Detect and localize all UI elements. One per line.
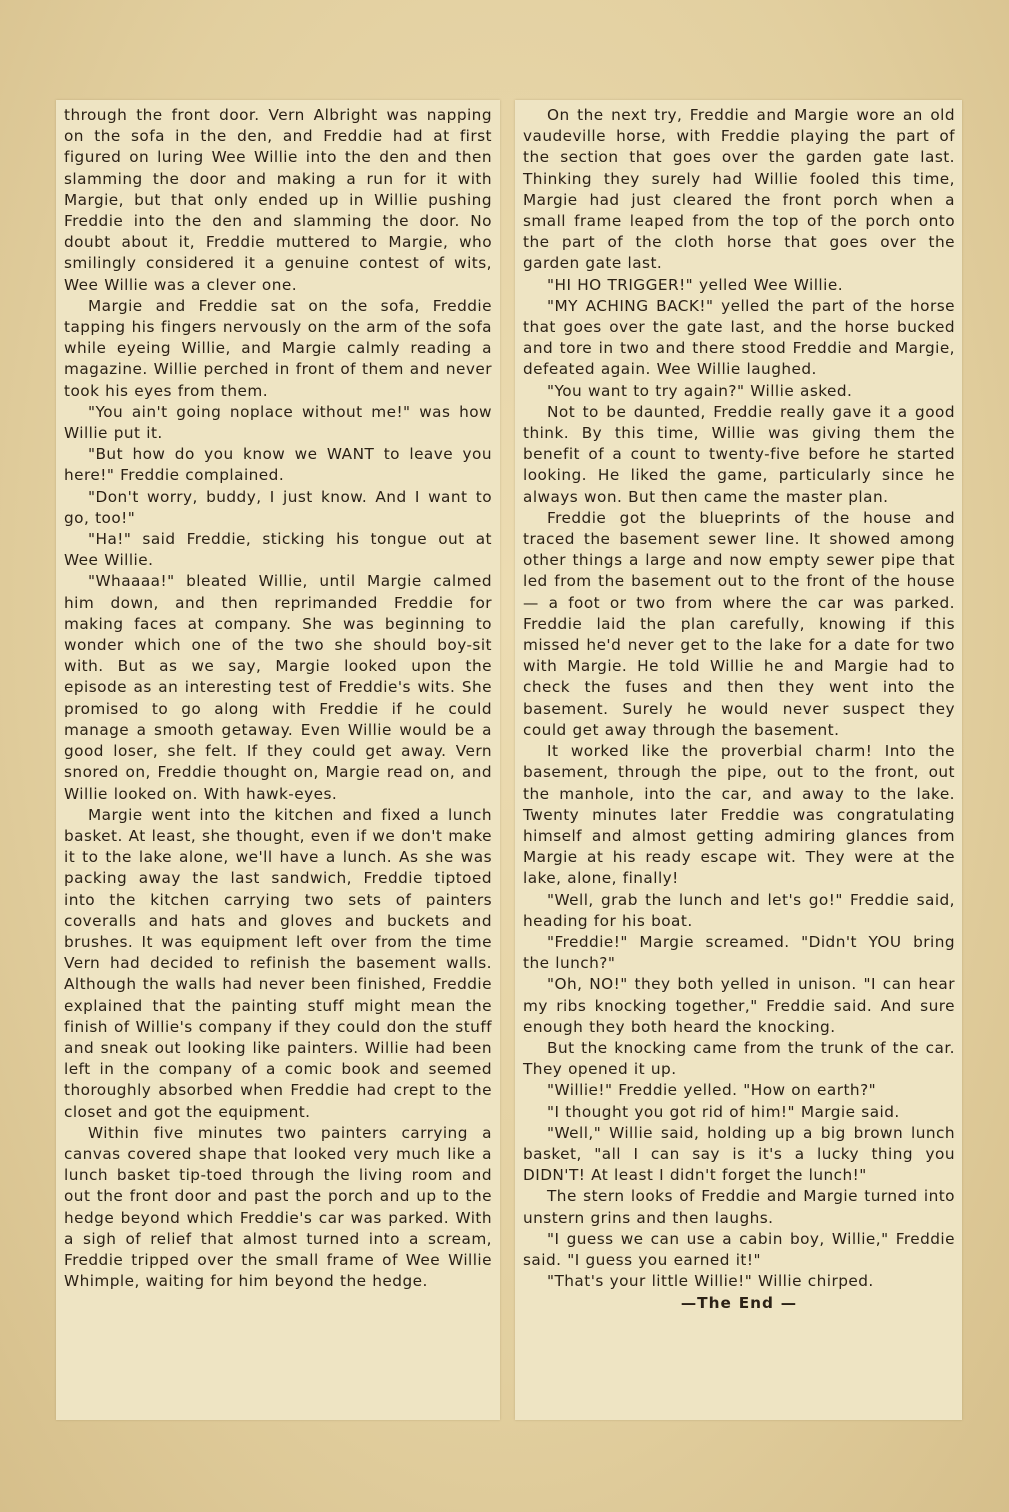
paragraph: Within five minutes two painters carrying a canvas covered shape that looked very much like a lunch basket tip-toed through the living room and out the front door and past the porch and up to the hedge beyond which Freddie's car was parked. With a sigh of relief that almost turned into a scream, Freddie tripped over the small frame of Wee Willie Whimple, waiting for him beyond the hedge. [64, 1123, 492, 1291]
paragraph: On the next try, Freddie and Margie wore an old vaudeville horse, with Freddie playing the part of the section that goes over the garden gate last. Thinking they surely had Willie fooled this time, Margie had just cleared the front porch when a small frame leaped from the top of the porch onto the part of the cloth horse that goes over the garden gate last. [523, 106, 955, 273]
paragraph: It worked like the proverbial charm! Into the basement, through the pipe, out to the front, out the manhole, into the car, and away to the lake. Twenty minutes later Freddie was congratulating himself and almost getting admiring glances from Margie at his ready escape wit. They were at the lake, alone, finally! [523, 742, 955, 888]
paragraph: The stern looks of Freddie and Margie turned into unstern grins and then laughs. [523, 1187, 955, 1227]
paragraph: "Whaaaa!" bleated Willie, until Margie calmed him down, and then reprimanded Freddie for making faces at company. She was beginning to wonder which one of the two she should boy-sit with. But as we say, Margie looked upon the episode as an interesting test of Freddie's wits. She promised to go along with Freddie if he could manage a smooth getaway. Even Willie would be a good loser, she felt. If they could get away. Vern snored on, Freddie thought on, Margie read on, and Willie looked on. With hawk-eyes. [64, 572, 492, 803]
paragraph: "That's your little Willie!" Willie chirped. [547, 1272, 874, 1291]
paragraph: through the front door. Vern Albright was napping on the sofa in the den, and Freddie had at first figured on luring Wee Willie into the den and then slamming the door and making a run for it with Margie, but that only ended up in Willie pushing Freddie into the den and slamming the door. No doubt about it, Freddie muttered to Margie, who smilingly considered it a genuine contest of wits, Wee Willie was a clever one. [64, 106, 492, 294]
paragraph: "You want to try again?" Willie asked. [547, 381, 853, 400]
right-column [523, 105, 955, 1315]
paragraph: "Ha!" said Freddie, sticking his tongue out at Wee Willie. [64, 530, 492, 570]
paragraph: "Willie!" Freddie yelled. "How on earth?" [547, 1081, 877, 1100]
paragraph: "MY ACHING BACK!" yelled the part of the horse that goes over the gate last, and the horse bucked and tore in two and there stood Freddie and Margie, defeated again. Wee Willie laughed. [523, 296, 955, 379]
paragraph: "I thought you got rid of him!" Margie said. [547, 1102, 900, 1121]
paragraph: Not to be daunted, Freddie really gave it a good think. By this time, Willie was giving them the benefit of a count to twenty-five before he started looking. He liked the game, particularly since he always won. But then came the master plan. [523, 402, 955, 506]
paragraph: "You ain't going noplace without me!" was how Willie put it. [64, 402, 492, 443]
paragraph: "Well," Willie said, holding up a big brown lunch basket, "all I can say is it's a lucky thing you DIDN'T! At least I didn't forget the lunch!" [523, 1123, 955, 1185]
paragraph: "But how do you know we WANT to leave you here!" Freddie complained. [64, 445, 492, 485]
paragraph: "Freddie!" Margie screamed. "Didn't YOU bring the lunch?" [523, 932, 955, 973]
the-end-mark: —The End — [680, 1294, 798, 1313]
paragraph: "I guess we can use a cabin boy, Willie," Freddie said. "I guess you earned it!" [523, 1229, 955, 1269]
paragraph: "Well, grab the lunch and let's go!" Freddie said, heading for his boat. [523, 890, 955, 930]
paragraph: But the knocking came from the trunk of the car. They opened it up. [523, 1038, 955, 1079]
paragraph: Margie and Freddie sat on the sofa, Freddie tapping his fingers nervously on the arm of the sofa while eyeing Willie, and Margie calmly reading a magazine. Willie perched in front of them and never took his eyes from them. [64, 296, 492, 400]
paragraph: Margie went into the kitchen and fixed a lunch basket. At least, she thought, even if we don't make it to the lake alone, we'll have a lunch. As she was packing away the last sandwich, Freddie tiptoed into the kitchen carrying two sets of painters coveralls and hats and gloves and buckets and brushes. It was equipment left over from the time Vern had decided to refinish the basement walls. Although the walls had never been finished, Freddie explained that the painting stuff might mean the finish of Willie's company if they could don the stuff and sneak out looking like painters. Willie had been left in the company of a comic book and seemed thoroughly absorbed when Freddie had crept to the closet and got the equipment. [64, 805, 492, 1121]
paragraph: Freddie got the blueprints of the house and traced the basement sewer line. It showed among other things a large and now empty sewer pipe that led from the basement out to the front of the house — a foot or two from where the car was parked. Freddie laid the plan carefully, knowing if this missed he'd never get to the lake for a date for two with Margie. He told Willie he and Margie had to check the fuses and then they went into the basement. Surely he would never suspect they could get away through the basement. [523, 508, 955, 739]
paragraph: "HI HO TRIGGER!" yelled Wee Willie. [547, 275, 844, 294]
left-column [64, 105, 492, 1292]
paragraph: "Don't worry, buddy, I just know. And I want to go, too!" [64, 487, 492, 527]
paragraph: "Oh, NO!" they both yelled in unison. "I can hear my ribs knocking together," Freddie said. And sure enough they both heard the knocking. [523, 975, 955, 1036]
